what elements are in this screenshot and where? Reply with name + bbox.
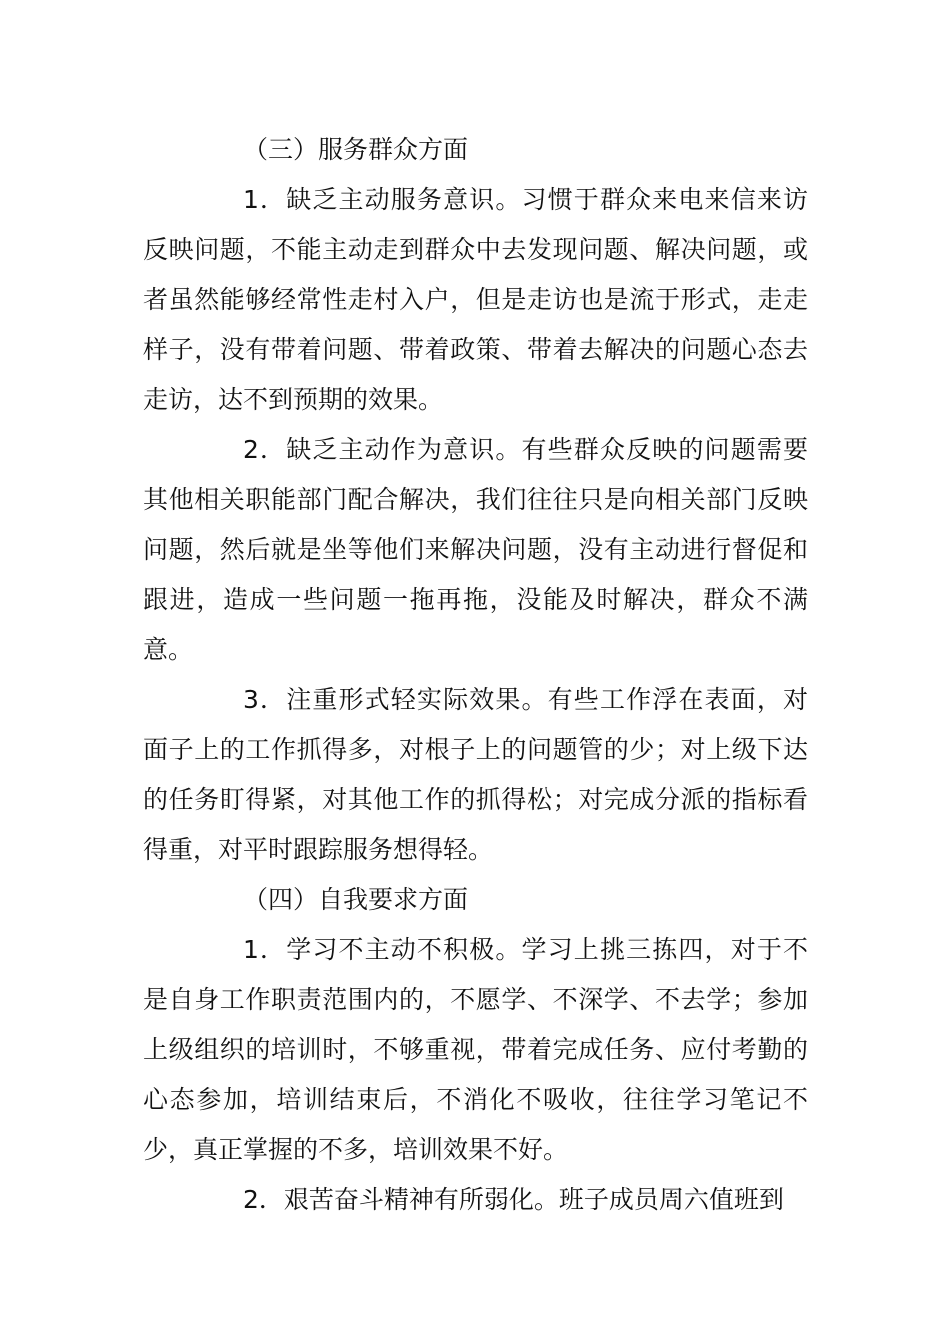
document-body xyxy=(143,125,808,1225)
paragraph-action-awareness: 2．缺乏主动作为意识。有些群众反映的问题需要其他相关职能部门配合解决，我们往往只是向相关部门反映问题，然后就是坐等他们来解决问题，没有主动进行督促和跟进，造成一些问题一拖再拖，没能及时解决，群众不满意。 xyxy=(143,435,808,664)
section-heading-service: （三）服务群众方面 xyxy=(243,135,469,164)
section-heading-self-requirement: （四）自我要求方面 xyxy=(243,885,469,914)
paragraph-service-awareness: 1．缺乏主动服务意识。习惯于群众来电来信来访反映问题，不能主动走到群众中去发现问题、解决问题，或者虽然能够经常性走村入户，但是走访也是流于形式，走走样子，没有带着问题、带着政策、带着去解决的问题心态去走访，达不到预期的效果。 xyxy=(143,185,808,414)
paragraph-form-over-effect: 3．注重形式轻实际效果。有些工作浮在表面，对面子上的工作抓得多，对根子上的问题管的少；对上级下达的任务盯得紧，对其他工作的抓得松；对完成分派的指标看得重，对平时跟踪服务想得轻。 xyxy=(143,685,808,864)
paragraph-learning: 1．学习不主动不积极。学习上挑三拣四，对于不是自身工作职责范围内的，不愿学、不深学、不去学；参加上级组织的培训时，不够重视，带着完成任务、应付考勤的心态参加，培训结束后，不消化不吸收，往往学习笔记不少，真正掌握的不多，培训效果不好。 xyxy=(143,935,808,1164)
paragraph-hard-work-spirit: 2．艰苦奋斗精神有所弱化。班子成员周六值班到 xyxy=(243,1185,784,1214)
